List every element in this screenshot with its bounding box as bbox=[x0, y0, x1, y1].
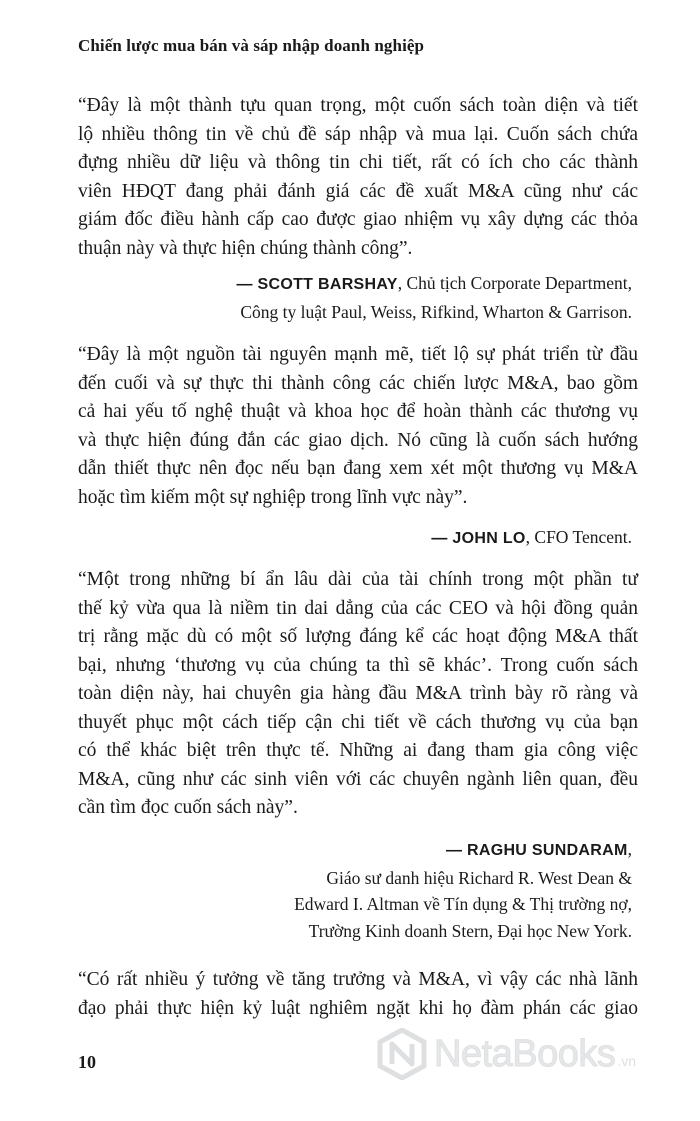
quote-line: “Có rất nhiều ý tưởng về tăng trưởng và M&A, vì vậy các nhà lãnh bbox=[78, 969, 638, 990]
attribution-dash: — bbox=[445, 842, 467, 859]
attribution-2 bbox=[431, 524, 632, 553]
quote-line: trị rằng mặc dù có một số lượng đáng kể các hoạt động M&A thất bbox=[78, 626, 638, 647]
attribution-line bbox=[294, 836, 632, 865]
quote-line: hoặc tìm kiếm một sự nghiệp trong lĩnh vực này”. bbox=[78, 486, 468, 508]
attribution-1 bbox=[236, 270, 632, 325]
watermark bbox=[376, 1024, 686, 1084]
quote-line: toàn diện này, hai chuyên gia hàng đầu M&A trình bày rõ ràng và bbox=[78, 683, 638, 704]
attribution-role: , Chủ tịch Corporate Department, bbox=[397, 273, 632, 293]
quote-line: đựng nhiều dữ liệu và thông tin chi tiết, rất có ích cho các thành bbox=[78, 152, 638, 173]
attribution-dash: — bbox=[236, 276, 258, 293]
quote-line: có thể khác biệt trên thực tế. Những ai đang tham gia công việc bbox=[78, 740, 638, 761]
running-head: Chiến lược mua bán và sáp nhập doanh nghiệp bbox=[78, 36, 425, 55]
quote-3 bbox=[78, 566, 638, 823]
quote-line: thuyết phục một cách tiếp cận chi tiết về cách thương vụ của bạn bbox=[78, 711, 638, 733]
quote-line: cả hai yếu tố nghệ thuật và khoa học để hoàn thành các thương vụ bbox=[78, 401, 638, 422]
quote-1 bbox=[78, 92, 638, 263]
quote-2 bbox=[78, 341, 638, 512]
quote-line: lộ nhiều thông tin về chủ đề sáp nhập và mua lại. Cuốn sách chứa bbox=[78, 123, 638, 145]
attribution-name: RAGHU SUNDARAM bbox=[466, 842, 628, 859]
attribution-role: , bbox=[627, 839, 632, 859]
quote-line: và thực hiện đúng đắn các giao dịch. Nó cũng là cuốn sách hướng bbox=[78, 429, 638, 451]
attribution-name: JOHN LO bbox=[452, 530, 526, 547]
attribution-name: SCOTT BARSHAY bbox=[257, 276, 398, 293]
quote-4 bbox=[78, 966, 638, 1023]
quote-line: dẫn thiết thực nên đọc nếu bạn đang xem xét một thương vụ M&A bbox=[78, 458, 638, 479]
quote-line: thế kỷ vừa qua là niềm tin dai dẳng của các CEO và hội đồng quản bbox=[78, 597, 638, 619]
attribution-3 bbox=[294, 836, 632, 944]
attribution-role: Trường Kinh doanh Stern, Đại học New York. bbox=[308, 920, 632, 941]
attribution-role: , CFO Tencent. bbox=[525, 527, 632, 547]
quote-line: bại, nhưng ‘thương vụ của chúng ta thì sẽ khác’. Trong cuốn sách bbox=[78, 654, 638, 676]
attribution-role: Giáo sư danh hiệu Richard R. West Dean & bbox=[326, 867, 632, 888]
watermark-suffix: .vn bbox=[617, 1053, 637, 1069]
netabooks-logo-icon bbox=[376, 1028, 428, 1080]
quote-line: đạo phải thực hiện kỷ luật nghiêm ngặt khi họ đàm phán các giao bbox=[78, 997, 638, 1019]
attribution-line bbox=[236, 270, 632, 299]
attribution-line bbox=[431, 524, 632, 553]
quote-line: đến cuối và sự thực thi thành công các chiến lược M&A, bao gồm bbox=[78, 372, 638, 394]
quote-line: viên HĐQT đang phải đánh giá các đề xuất M&A cũng như các bbox=[78, 180, 638, 202]
quote-line: thuận này và thực hiện chúng thành công”. bbox=[78, 237, 413, 259]
attribution-role: Công ty luật Paul, Weiss, Rifkind, Wharton & Garrison. bbox=[240, 301, 632, 322]
attribution-role: Edward I. Altman về Tín dụng & Thị trường nợ, bbox=[294, 894, 632, 914]
quote-line: “Đây là một thành tựu quan trọng, một cuốn sách toàn diện và tiết bbox=[78, 95, 638, 116]
watermark-text: NetaBooks bbox=[434, 1032, 616, 1075]
quote-line: giám đốc điều hành cấp cao được giao nhiệm vụ xây dựng các thỏa bbox=[78, 209, 638, 230]
page-number: 10 bbox=[78, 1052, 96, 1072]
attribution-dash: — bbox=[431, 530, 453, 547]
quote-line: “Đây là một nguồn tài nguyên mạnh mẽ, tiết lộ sự phát triển từ đầu bbox=[78, 344, 638, 365]
quote-line: M&A, cũng như các sinh viên với các chuyên ngành liên quan, đều bbox=[78, 768, 638, 790]
quote-line: “Một trong những bí ẩn lâu dài của tài chính trong một phần tư bbox=[78, 569, 638, 590]
quote-line: cần tìm đọc cuốn sách này”. bbox=[78, 797, 298, 818]
